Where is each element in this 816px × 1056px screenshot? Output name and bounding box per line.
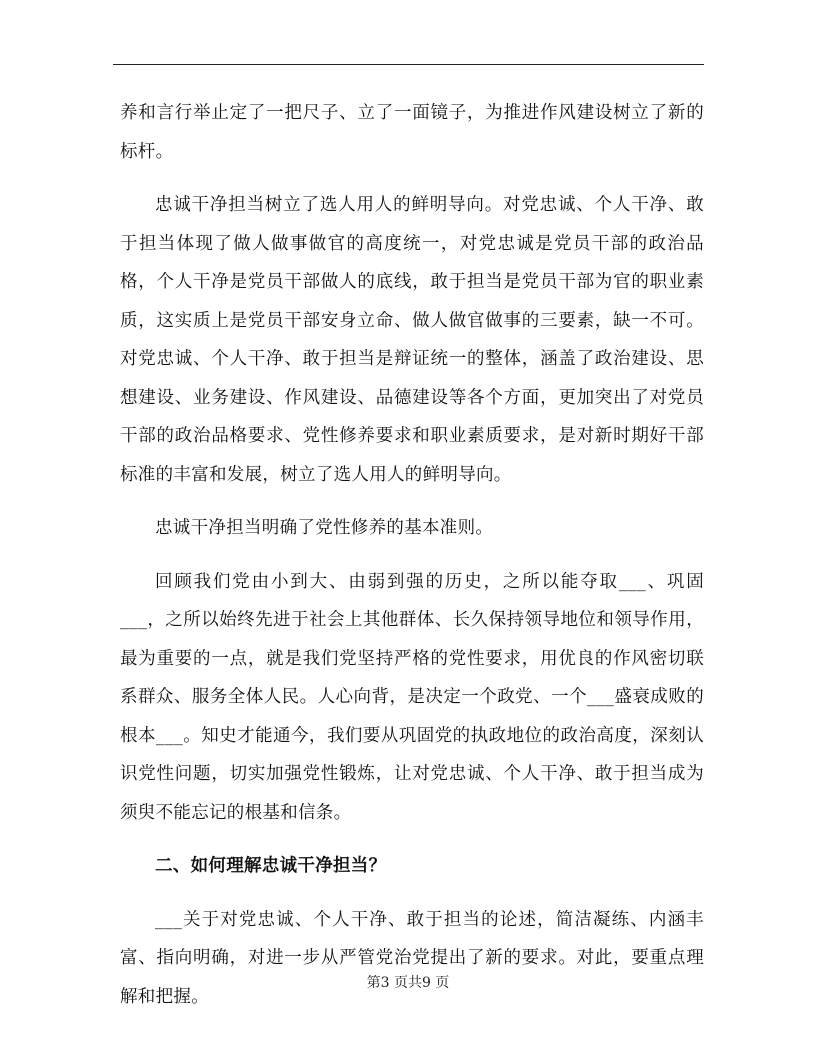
header-rule (113, 64, 704, 65)
paragraph-party-spirit-principle: 忠诚干净担当明确了党性修养的基本准则。 (155, 518, 494, 538)
page-number-footer: 第3 页共9 页 (366, 975, 450, 991)
paragraph-selection-guidance: 忠诚干净担当树立了选人用人的鲜明导向。对党忠诚、个人干净、敢于担当体现了做人做事做官的高度统一，对党忠诚是党员干部的政治品格，个人干净是党员干部做人的底线，敢于担当是党员干部为官的职业素质，这实质上是党员干部安身立命、做人做官做事的三要素，缺一不可。对党忠诚、个人干净、敢于担当是辩证统一的整体，涵盖了政治建设、思想建设、业务建设、作风建设、品德建设等各个方面，更加突出了对党员干部的政治品格要求、党性修养要求和职业素质要求，是对新时期好干部标准的丰富和发展，树立了选人用人的鲜明导向。 (120, 195, 704, 485)
section-heading: 二、如何理解忠诚干净担当？ (155, 856, 387, 876)
document-body (120, 94, 704, 1016)
paragraph-history-review: 回顾我们党由小到大、由弱到强的历史，之所以能夺取___、巩固___，之所以始终先进于社会上其他群体、长久保持领导地位和领导作用，最为重要的一点，就是我们党坚持严格的党性要求，用优良的作风密切联系群众、服务全体人民。人心向背，是决定一个政党、一个___盛衰成败的根本___。知史才能通今，我们要从巩固党的执政地位的政治高度，深刻认识党性问题，切实加强党性锻炼，让对党忠诚、个人干净、敢于担当成为须臾不能忘记的根基和信条。 (120, 571, 704, 823)
paragraph-understanding: ___关于对党忠诚、个人干净、敢于担当的论述，简洁凝练、内涵丰富、指向明确，对进一步从严管党治党提出了新的要求。对此，要重点理解和把握。 (120, 909, 704, 1007)
paragraph-continuation: 养和言行举止定了一把尺子、立了一面镜子，为推进作风建设树立了新的标杆。 (120, 103, 704, 162)
